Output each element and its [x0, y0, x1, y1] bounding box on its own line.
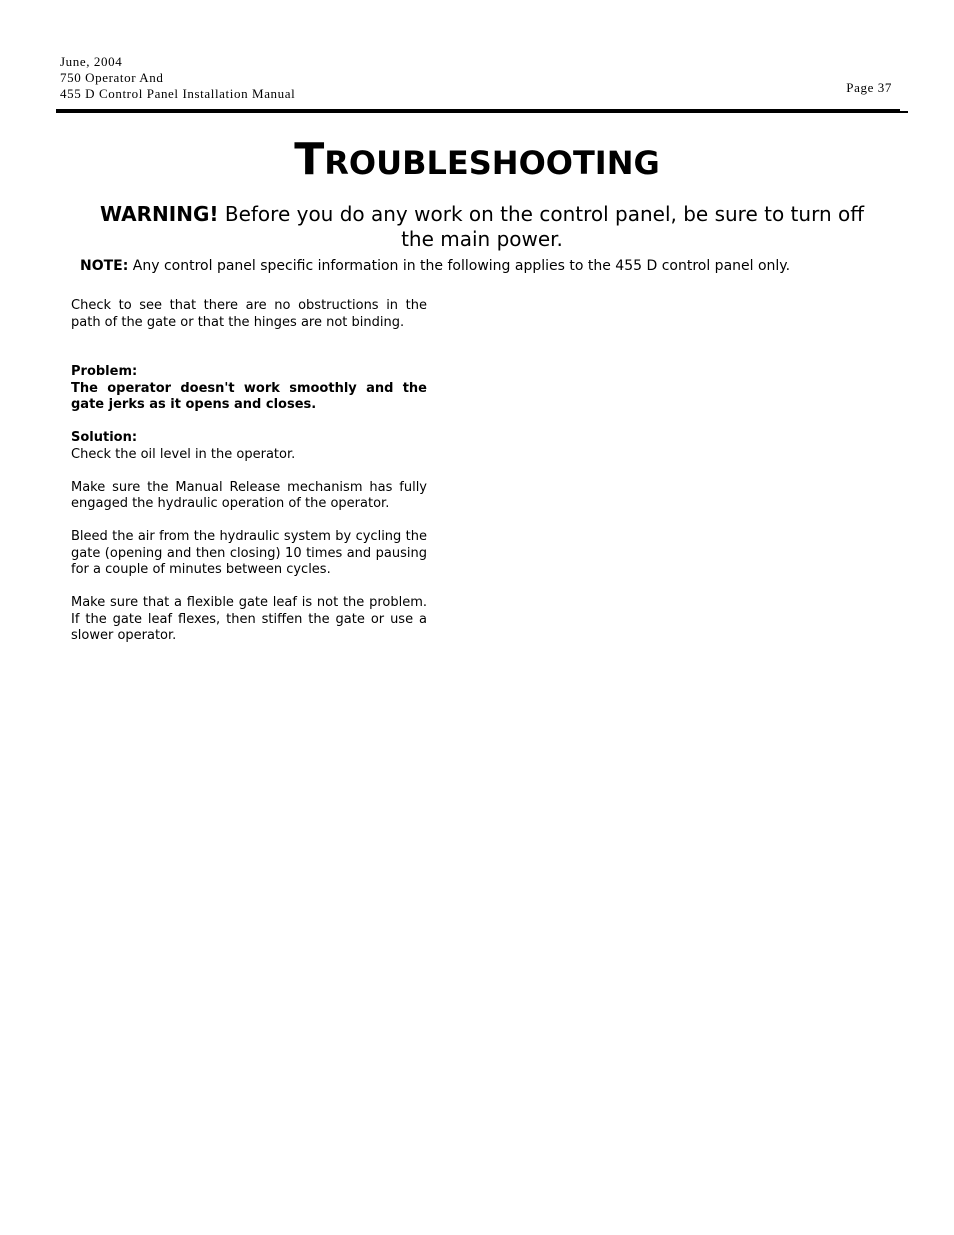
solution-item: Bleed the air from the hydraulic system by cycling the gate (opening and then closing) 10 times and pausing for a couple of minutes between cycles.	[71, 529, 427, 577]
warning-text: Before you do any work on the control panel, be sure to turn off the main power.	[218, 202, 864, 251]
intro-paragraph: Check to see that there are no obstructions in the path of the gate or that the hinges are not binding.	[71, 298, 427, 330]
page-title-rest: ROUBLESHOOTING	[324, 144, 660, 182]
warning-banner	[92, 202, 872, 252]
page-title-initial: T	[294, 134, 325, 185]
note-line	[80, 257, 880, 275]
header-rule	[56, 109, 900, 113]
header-rule-tick	[896, 111, 908, 113]
problem-label: Problem:	[71, 364, 138, 379]
note-label: NOTE:	[80, 258, 129, 274]
solution-item: Check the oil level in the operator.	[71, 446, 296, 462]
header-date: June, 2004	[60, 54, 123, 69]
solution-label: Solution:	[71, 430, 138, 445]
header-manual-line-1: 750 Operator And	[60, 70, 164, 85]
problem-text: The operator doesn't work smoothly and the gate jerks as it opens and closes.	[71, 380, 427, 412]
running-header	[60, 54, 295, 102]
solution-item: Make sure the Manual Release mechanism has fully engaged the hydraulic operation of the operator.	[71, 479, 427, 511]
troubleshooting-column	[71, 298, 427, 661]
spacer	[71, 348, 427, 365]
warning-label: WARNING!	[100, 202, 219, 226]
solution-item: Make sure that a flexible gate leaf is not the problem. If the gate leaf flexes, then stiffen the gate or use a slower operator.	[71, 595, 427, 643]
note-text: Any control panel specific information in the following applies to the 455 D control panel only.	[128, 258, 791, 274]
page-title	[0, 136, 954, 187]
header-manual-line-2: 455 D Control Panel Installation Manual	[60, 86, 296, 101]
page-number: Page 37	[846, 80, 892, 95]
